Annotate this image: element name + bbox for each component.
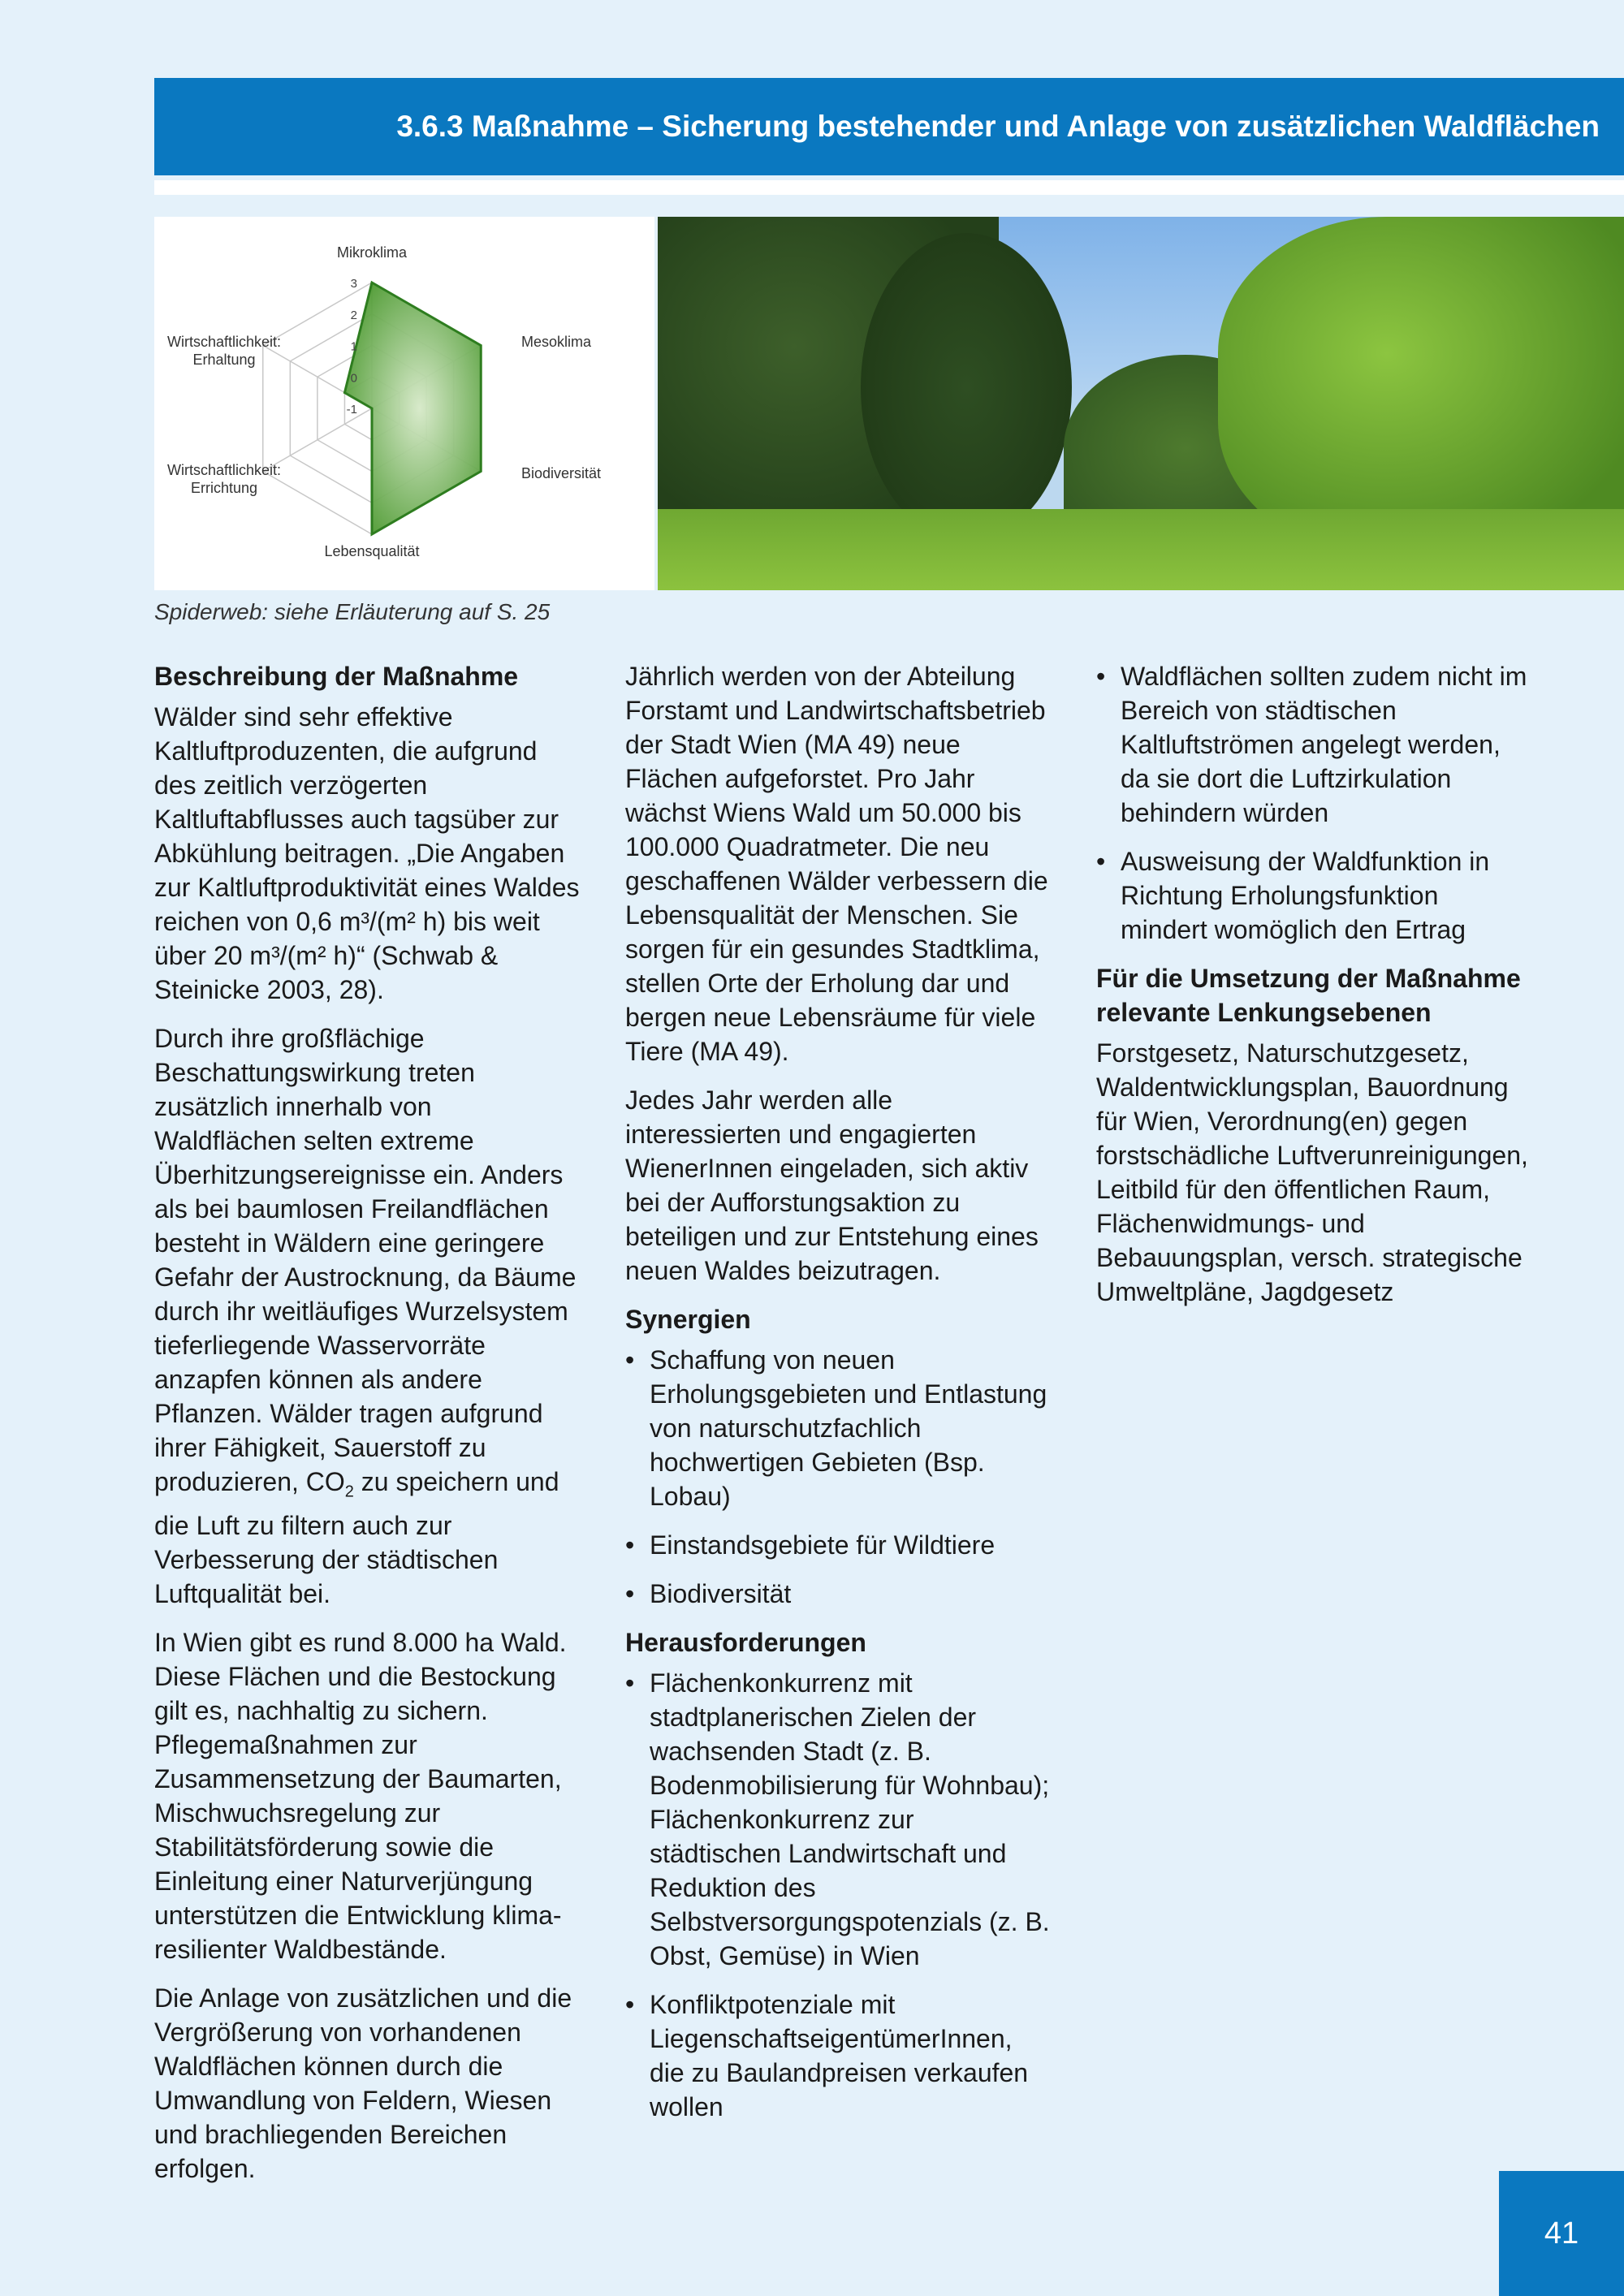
text: Durch ihre großflächige Beschattungswirkung treten zusätzlich innerhalb von Waldflächen selten extreme Überhitzungsereignisse ein. Anders als bei baumlosen Freilandflächen besteht in Wäldern eine geringere Gefahr der Austrocknung, da Bäume durch ihr weitläufiges Wurzelsystem tieferliegende Wasservorräte anzapfen können als andere Pflanzen. Wälder tragen aufgrund ihrer Fähigkeit, Sauerstoff zu produzieren, CO bbox=[154, 1024, 577, 1496]
tick-label: -1 bbox=[346, 403, 357, 416]
heading-synergien: Synergien bbox=[625, 1305, 751, 1334]
paragraph: Die Anlage von zusätzlichen und die Vergrößerung von vorhandenen Waldflächen können durch die Umwandlung von Feldern, Wiesen und brachliegenden Bereichen erfolgen. bbox=[154, 1983, 572, 2184]
column-3 bbox=[1096, 659, 1531, 1323]
list-item: • Ausweisung der Waldfunktion in Richtung Erholungsfunktion mindert womöglich den Ertrag bbox=[1096, 844, 1531, 947]
data-area bbox=[344, 283, 481, 534]
heading-herausforderungen: Herausforderungen bbox=[625, 1628, 866, 1657]
section-title: 3.6.3 Maßnahme – Sicherung bestehender und Anlage von zusätzlichen Waldflächen bbox=[396, 110, 1600, 143]
forest-photo bbox=[658, 217, 1624, 590]
list-item: • Konfliktpotenziale mit LiegenschaftseigentümerInnen, die zu Baulandpreisen verkaufen wollen bbox=[625, 1987, 1052, 2124]
divider bbox=[154, 180, 1624, 195]
page-number bbox=[1499, 2171, 1624, 2296]
paragraph: Jedes Jahr werden alle interessierten und engagierten WienerInnen eingeladen, sich aktiv bei der Aufforstungsaktion zu beteiligen und zur Entstehung eines neuen Waldes beizutragen. bbox=[625, 1085, 1039, 1285]
list-item: • Einstandsgebiete für Wildtiere bbox=[625, 1528, 1052, 1562]
chart-caption: Spiderweb: siehe Erläuterung auf S. 25 bbox=[154, 599, 551, 624]
heading-lenkungsebenen: Für die Umsetzung der Maßnahme relevante Lenkungsebenen bbox=[1096, 964, 1521, 1027]
synergien-list bbox=[625, 1343, 1052, 1611]
axis-label: Mesoklima bbox=[521, 334, 592, 350]
list-item: • Waldflächen sollten zudem nicht im Bereich von städtischen Kaltluftströmen angelegt werden, da sie dort die Luftzirkulation behindern würden bbox=[1096, 659, 1531, 830]
heading-beschreibung: Beschreibung der Maßnahme bbox=[154, 662, 519, 691]
tick-label: 1 bbox=[350, 339, 357, 354]
column-1 bbox=[154, 659, 581, 2200]
axis-label: Errichtung bbox=[190, 480, 258, 496]
radar-svg bbox=[154, 217, 654, 590]
axis-label: Wirtschaftlichkeit: bbox=[166, 462, 282, 478]
tick-label: 2 bbox=[350, 308, 357, 322]
tick-label: 3 bbox=[350, 277, 357, 291]
spiderweb-chart bbox=[154, 217, 654, 590]
paragraph: Wälder sind sehr effektive Kaltluftproduzenten, die aufgrund des zeitlich verzögerten Kaltluftabflusses auch tagsüber zur Abkühlung beitragen. „Die Angaben zur Kaltluftproduktivität eines Waldes reichen von 0,6 m³/(m² h) bis weit über 20 m³/(m² h)“ (Schwab & Steinicke 2003, 28). bbox=[154, 702, 580, 1004]
herausforderungen-list bbox=[625, 1666, 1052, 2124]
paragraph bbox=[154, 1021, 581, 1611]
subscript: 2 bbox=[344, 1482, 354, 1501]
tick-label: 0 bbox=[350, 371, 357, 386]
page-number-text: 41 bbox=[1544, 2216, 1579, 2251]
list-item: • Flächenkonkurrenz mit stadtplanerischen Zielen der wachsenden Stadt (z. B. Bodenmobilisierung für Wohnbau); Flächenkonkurrenz zur städtischen Landwirtschaft und Reduktion des Selbstversorgungspotenzials (z. B. Obst, Gemüse) in Wien bbox=[625, 1666, 1052, 1973]
section-title-bar bbox=[154, 78, 1624, 175]
paragraph: Jährlich werden von der Abteilung Forstamt und Landwirtschaftsbetrieb der Stadt Wien (MA 49) neue Flächen aufgeforstet. Pro Jahr wächst Wiens Wald um 50.000 bis 100.000 Quadratmeter. Die neu geschaffenen Wälder verbessern die Lebensqualität der Menschen. Sie sorgen für ein gesundes Stadtklima, stellen Orte der Erholung dar und bergen neue Lebensräume für viele Tiere (MA 49). bbox=[625, 662, 1048, 1066]
paragraph: Forstgesetz, Naturschutzgesetz, Waldentwicklungsplan, Bauordnung für Wien, Verordnung(en) gegen forstschädliche Luftverunreinigungen, Leitbild für den öffentlichen Raum, Flächenwidmungs- und Bebauungsplan, versch. strategische Umweltpläne, Jagdgesetz bbox=[1096, 1038, 1528, 1306]
list-item: • Schaffung von neuen Erholungsgebieten und Entlastung von naturschutzfachlich hochwertigen Gebieten (Bsp. Lobau) bbox=[625, 1343, 1052, 1513]
axis-label: Lebensqualität bbox=[324, 543, 420, 559]
list-item: • Biodiversität bbox=[625, 1577, 1052, 1611]
axis-label: Mikroklima bbox=[336, 244, 408, 261]
axis-label: Biodiversität bbox=[521, 465, 602, 481]
herausforderungen-list-cont bbox=[1096, 659, 1531, 947]
axis-label: Erhaltung bbox=[192, 352, 256, 368]
column-2 bbox=[625, 659, 1052, 2138]
axis-label: Wirtschaftlichkeit: bbox=[166, 334, 282, 350]
text: zu speichern und die Luft zu filtern auch zur Verbesserung der städtischen Luftqualität bei. bbox=[154, 1467, 559, 1609]
paragraph: In Wien gibt es rund 8.000 ha Wald. Diese Flächen und die Bestockung gilt es, nachhaltig zu sichern. Pflegemaßnahmen zur Zusammensetzung der Baumarten, Mischwuchsregelung zur Stabilitätsförderung sowie die Einleitung einer Naturverjüngung unterstützen die Entwicklung klima-resilienter Waldbestände. bbox=[154, 1628, 567, 1965]
